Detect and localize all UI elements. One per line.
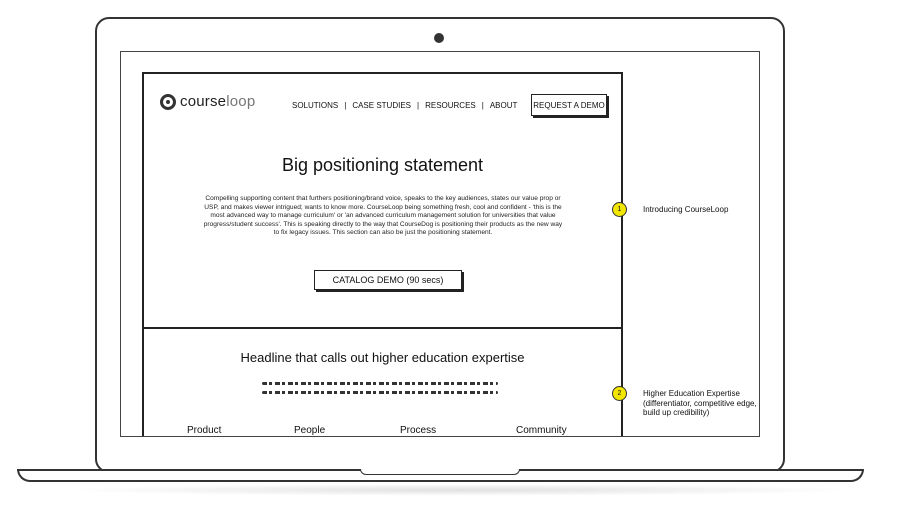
nav-resources[interactable]: RESOURCES (425, 101, 476, 110)
annotation-badge-1: 1 (612, 202, 627, 217)
annotation-text-1: Introducing CourseLoop (643, 205, 729, 214)
pillar-community: Community (516, 425, 567, 436)
logo-text: courseloop (180, 93, 256, 110)
laptop-shadow (60, 484, 860, 496)
hero-title: Big positioning statement (281, 155, 484, 175)
nav-case-studies[interactable]: CASE STUDIES (352, 101, 411, 110)
hero-body: Compelling supporting content that furthers positioning/brand voice, speaks to the key audiences, states our value prop or USP, and makes viewer intrigued; wants to know more. CourseLoop being something fresh, cool and confident - 'this is the most advanced way to manage curriculum' or 'an advanced curriculum management solution for universities that value progress/student success'. This is speaking directly to the way that CourseDog is positioning their products as the new way to fix legacy issues. This section can also be just the positioning statement. (203, 195, 563, 237)
nav-solutions[interactable]: SOLUTIONS (292, 101, 339, 110)
annotation-text-2: Higher Education Expertise (differentiator, competitive edge, build up credibility) (643, 389, 757, 417)
request-demo-button[interactable]: REQUEST A DEMO (531, 94, 607, 116)
camera-icon (434, 33, 444, 43)
nav-separator: | (417, 101, 420, 110)
main-nav (292, 101, 517, 110)
laptop-screen (120, 51, 760, 437)
pillar-people: People (294, 425, 326, 436)
placeholder-text-line (262, 382, 498, 385)
pillar-product: Product (187, 425, 222, 436)
catalog-demo-button[interactable]: CATALOG DEMO (90 secs) (314, 270, 462, 290)
nav-separator: | (344, 101, 347, 110)
pillar-process: Process (400, 425, 437, 436)
courseloop-logo[interactable] (160, 93, 255, 110)
nav-separator: | (481, 101, 484, 110)
annotation-badge-2: 2 (612, 386, 627, 401)
wireframe-page (142, 72, 623, 437)
placeholder-text-line (262, 391, 498, 394)
logo-icon (160, 94, 176, 110)
expertise-title: Headline that calls out higher education expertise (240, 350, 525, 365)
section-divider (144, 327, 621, 329)
nav-about[interactable]: ABOUT (489, 101, 518, 110)
laptop-notch (360, 469, 520, 475)
